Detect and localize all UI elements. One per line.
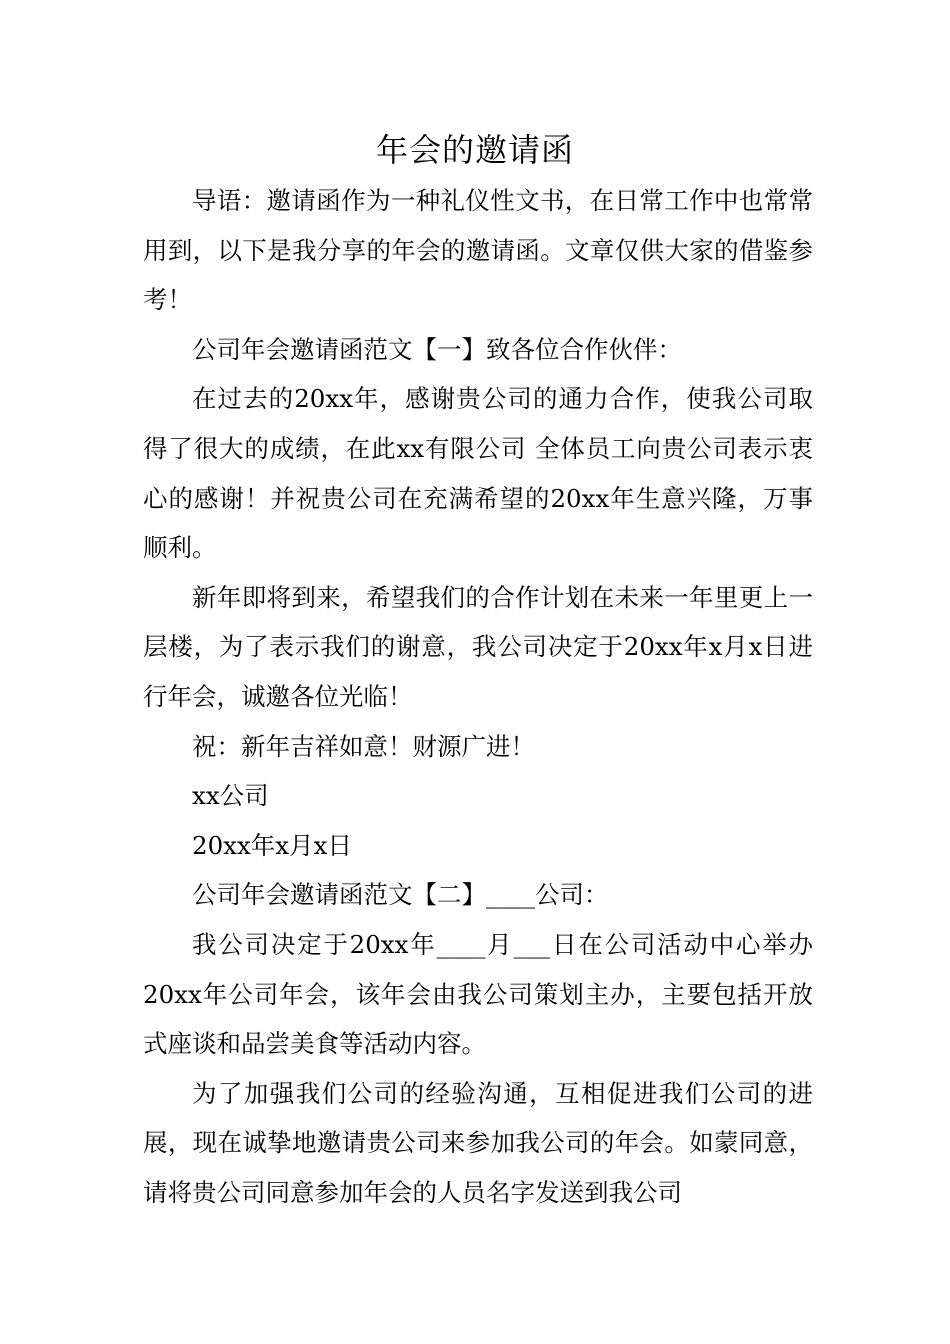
intro-paragraph: 导语：邀请函作为一种礼仪性文书，在日常工作中也常常用到，以下是我分享的年会的邀请函。文章仅供大家的借鉴参考！	[143, 186, 813, 315]
thanks-paragraph: 在过去的20xx年，感谢贵公司的通力合作，使我公司取得了很大的成绩，在此xx有限公司 全体员工向贵公司表示衷心的感谢！并祝贵公司在充满希望的20xx年生意兴隆，万事顺利。	[143, 384, 813, 563]
event-details-paragraph: 我公司决定于20xx年____月___日在公司活动中心举办20xx年公司年会，该年会由我公司策划主办，主要包括开放式座谈和品尝美食等活动内容。	[143, 929, 813, 1059]
sample-two-heading: 公司年会邀请函范文【二】____公司：	[192, 880, 609, 910]
sample-one-heading: 公司年会邀请函范文【一】致各位合作伙伴：	[192, 334, 682, 364]
document-body	[143, 176, 813, 1217]
signature-company: xx公司	[192, 781, 269, 811]
document-title: 年会的邀请函	[375, 131, 574, 169]
blessing-line: 祝：新年吉祥如意！财源广进！	[192, 731, 535, 761]
signature-date: 20xx年x月x日	[192, 830, 352, 860]
invitation-paragraph: 新年即将到来，希望我们的合作计划在未来一年里更上一层楼，为了表示我们的谢意，我公司决定于20xx年x月x日进行年会，诚邀各位光临！	[143, 582, 813, 711]
request-paragraph: 为了加强我们公司的经验沟通，互相促进我们公司的进展，现在诚挚地邀请贵公司来参加我公司的年会。如蒙同意，请将贵公司同意参加年会的人员名字发送到我公司	[143, 1078, 813, 1207]
